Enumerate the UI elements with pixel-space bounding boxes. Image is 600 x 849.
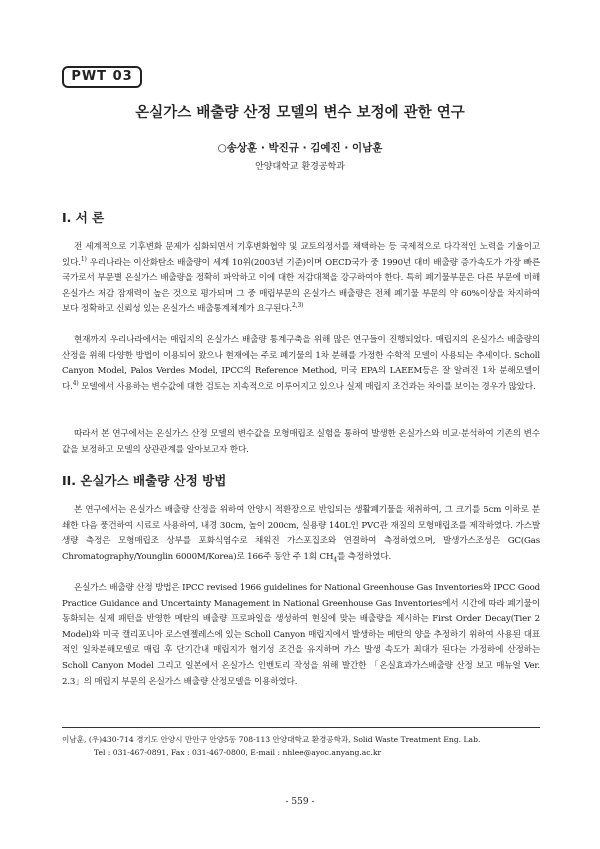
author-list: ○송상훈 · 박진규 · 김예진 · 이남훈 <box>217 142 383 154</box>
footnote-divider <box>62 727 540 728</box>
section-2-paragraph-2: 온실가스 배출량 산정 방법은 IPCC revised 1966 guidelines for National Greenhouse Gas Inventories와 IPCC Good Practice Guidance and Uncertainty Management in National Greenhouse Gas Inventories에서 시간에 따라 폐기물이 동화되는 실제 패턴을 반영한 메탄의 배출량 프로파일을 생성하여 현실에 맞는 배출량을 제시하는 First Order Decay(Tier 2 Model)와 미국 캘리포니아 로스엔젤레스에 있는 Scholl Canyon 매립지에서 발생하는 메탄의 양을 추정하기 위하여 사용된 대표적인 일차분해모델로 매립 후 단기간내 매립지가 혐기성 조건을 유지하며 가스 발생 속도가 최대가 된다는 가정하에 산정하는 Scholl Canyon Model 그리고 일본에서 온실가스 인벤토리 작성을 위해 발간한 「온실효과가스배출량 산정 보고 매뉴얼 Ver. 2.3」의 매립지 부문의 온실가스 배출량 산정모델을 이용하였다. <box>62 583 540 687</box>
text-run: 를 측정하였다. <box>336 551 392 562</box>
section-1-heading: I. 서 론 <box>62 210 105 225</box>
reference-marker: 4) <box>72 379 79 387</box>
subscript: 4 <box>333 556 337 564</box>
text-run: 전 세계적으로 기후변화 문제가 심화되면서 기후변화협약 및 교토의정서를 채택하는 등 국제적으로 다각적인 노력을 기울이고 있다. <box>62 242 540 268</box>
text-run: 본 연구에서는 온실가스 배출량 산정을 위하여 안양시 적환장으로 반입되는 생활폐기물을 채취하여, 그 크기를 5cm 이하로 분쇄한 다음 풍건하여 시료로 사용하여, 내경 30cm, 높이 200cm, 실용량 140L인 PVC관 재질의 모형매립조를 제작하였다. 가스발생량 측정은 모형매립조 상부를 포화식염수로 채워진 가스포집조와 연결하여 측정하였으며, 발생가스조성은 GC(Gas Chromatography/Younglin 6000M/Korea)로 166주 동안 주 1회 CH <box>62 505 540 562</box>
affiliation: 안양대학교 환경공학과 <box>255 162 345 172</box>
text-run: 현재까지 우리나라에서는 매립지의 온실가스 배출량 통계구축을 위해 많은 연구들이 진행되었다. 매립지의 온실가스 배출량의 산정을 위해 다양한 방법이 이용되어 왔으나 현재에는 주로 폐기물의 1차 분해를 가정한 수학적 모델이 사용되는 추세이다. Scholl Canyon Model, Palos Verdes Model, IPCC의 Reference Method, 미국 EPA의 LAEEM등은 잘 알려진 1차 분해모델이다. <box>62 335 540 392</box>
footnote <box>62 733 540 759</box>
section-1-paragraph-2 <box>62 333 540 395</box>
section-1-paragraph-3: 따라서 본 연구에서는 온실가스 산정 모델의 변수값을 모형매립조 실험을 통하여 발생한 온실가스와 비교·분석하여 기존의 변수값을 보정하고 모델의 상관관계를 알아보고자 한다. <box>62 429 540 455</box>
section-2-paragraph-1 <box>62 503 540 565</box>
footnote-line-address: 이남훈, (우)430-714 경기도 안양시 만안구 안양5동 708-113 안양대학교 환경공학과, Solid Waste Treatment Eng. Lab. <box>62 735 481 744</box>
session-code-badge: PWT 03 <box>62 66 142 88</box>
section-1-paragraph-1 <box>62 240 540 318</box>
footnote-line-contact: Tel : 031-467-0891, Fax : 031-467-0800, E-mail : nhlee@ayoc.anyang.ac.kr <box>94 748 382 757</box>
page-number: - 559 - <box>285 797 315 807</box>
reference-marker: 1) <box>80 255 87 263</box>
reference-marker: 2,3) <box>292 302 304 310</box>
section-2-heading: II. 온실가스 배출량 산정 방법 <box>62 473 227 488</box>
paper-title: 온실가스 배출량 산정 모델의 변수 보정에 관한 연구 <box>135 105 465 121</box>
text-run: 모델에서 사용하는 변수값에 대한 검토는 지속적으로 이루어지고 있으나 실제 매립지 조건과는 차이를 보이는 경우가 많았다. <box>78 381 536 392</box>
text-run: 우리나라는 이산화탄소 배출량이 세계 10위(2003년 기준)이며 OECD국가 중 1990년 대비 배출량 증가속도가 가장 빠른 국가로서 부문별 온실가스 배출량을 정확히 파악하고 이에 대한 저감대책을 강구하여야 한다. 특히 폐기물부문은 다른 부문에 비해 온실가스 저감 잠재력이 높은 것으로 평가되며 그 중 매립부문의 온실가스 배출량은 전체 폐기물 부문의 약 60%이상을 차지하여 보다 정확하고 신뢰성 있는 온실가스 배출통계체계가 요구된다. <box>62 257 540 315</box>
